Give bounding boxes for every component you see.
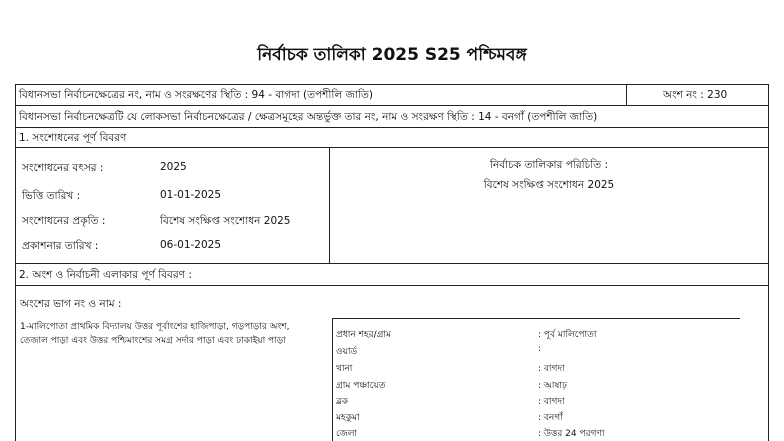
roll-identity-title: নির্বাচক তালিকার পরিচিতি : <box>489 159 609 171</box>
part-area-address-line-1: 1-মালিপোতা প্রাথমিক বিদ্যালয় উত্তর পূর্বাংশের হাজিপাড়া, গড়পাড়ার অংশ, <box>20 322 290 332</box>
police-station-label: থানা <box>336 364 353 374</box>
section-2-heading-row <box>15 264 769 286</box>
assembly-row <box>15 84 627 106</box>
main-town-village-value: : পূর্ব মালিপোতা <box>538 330 597 340</box>
ward-label: ওয়ার্ড <box>336 347 358 357</box>
location-table <box>332 318 740 441</box>
page-title: নির্বাচক তালিকা 2025 S25 পশ্চিমবঙ্গ <box>257 45 527 65</box>
section-1-heading-row <box>15 128 769 148</box>
gram-panchayat-label: গ্রাম পঞ্চায়েত <box>336 381 386 391</box>
main-town-village-label: প্রধান শহর/গ্রাম <box>336 330 391 340</box>
block-value: : বাগদা <box>538 397 565 407</box>
qualifying-date-value: 01-01-2025 <box>160 189 222 201</box>
parliamentary-constituency-text: বিধানসভা নির্বাচনক্ষেত্রটি যে লোকসভা নির্বাচনক্ষেত্রের / ক্ষেত্রসমূহের অন্তর্ভুক্ত তার নং, নাম ও সংরক্ষণ স্থিতি : 14 - বনগাঁ (তপশীলি জাতি) <box>19 111 598 123</box>
part-section-name-label: অংশের ভাগ নং ও নাম : <box>20 298 122 310</box>
publication-date-label: প্রকাশনার তারিখ : <box>22 240 99 252</box>
part-area-address <box>20 320 330 348</box>
police-station-value: : বাগদা <box>538 364 565 374</box>
revision-type-label: সংশোধনের প্রকৃতি : <box>22 215 106 227</box>
roll-identity-value: বিশেষ সংক্ষিপ্ত সংশোধন 2025 <box>483 179 615 191</box>
ward-value: : <box>538 344 542 354</box>
part-number-cell <box>626 84 769 106</box>
section-2-heading: 2. অংশ ও নির্বাচনী এলাকার পূর্ণ বিবরণ : <box>19 269 192 281</box>
subdivision-value: : বনগাঁ <box>538 413 563 423</box>
parliamentary-row <box>15 106 769 128</box>
subdivision-label: মহকুমা <box>336 413 360 423</box>
block-label: ব্লক <box>336 397 349 407</box>
publication-date-value: 06-01-2025 <box>160 239 222 251</box>
part-number: অংশ নং : 230 <box>663 89 728 101</box>
district-value: : উত্তর 24 পরগণা <box>538 429 605 439</box>
revision-year-label: সংশোধনের বৎসর : <box>22 162 104 174</box>
district-label: জেলা <box>336 429 358 439</box>
qualifying-date-label: ভিত্তি তারিখ : <box>22 190 81 202</box>
revision-year-value: 2025 <box>160 161 187 173</box>
assembly-constituency-text: বিধানসভা নির্বাচনক্ষেত্রের নং, নাম ও সংরক্ষণের স্থিতি : 94 - বাগদা (তপশীলি জাতি) <box>19 89 373 101</box>
part-area-address-line-2: তেজাল পাড়া এবং উত্তর পশ্চিমাংশের সমগ্র সর্দার পাড়া এবং ঢাকাইয়া পাড়া <box>20 336 286 346</box>
section-1-heading: 1. সংশোধনের পূর্ণ বিবরণ <box>19 132 127 144</box>
revision-type-value: বিশেষ সংক্ষিপ্ত সংশোধন 2025 <box>160 215 291 227</box>
gram-panchayat-value: : আষাঢ় <box>538 381 567 391</box>
